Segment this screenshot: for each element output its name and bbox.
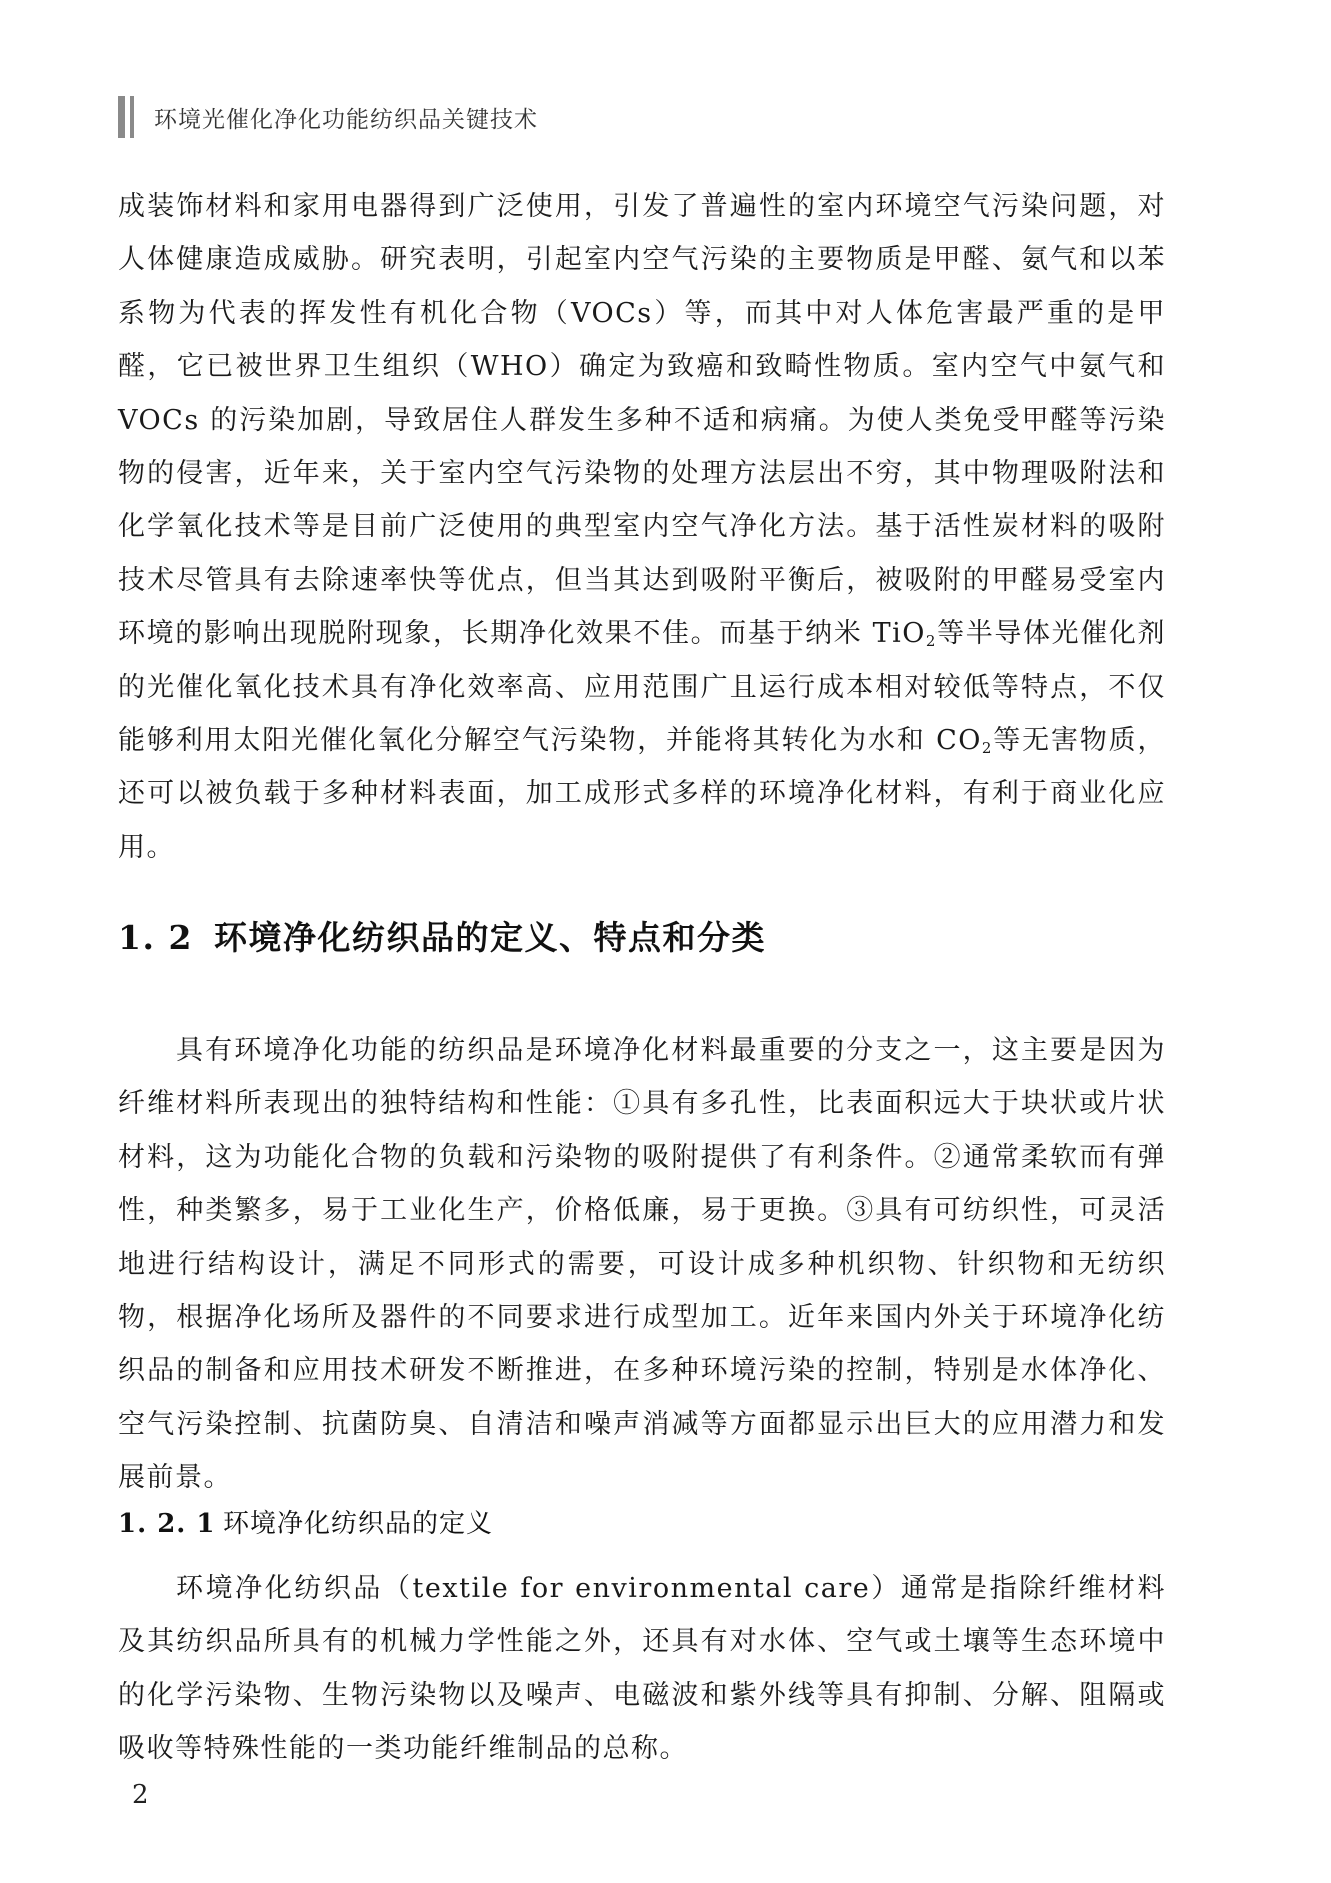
paragraph-1-part-2: 等半导体光催化剂的光催化氧化技术具有净化效率高、应用范围广且运行成本相对较低等特点，不仅能够利用太阳光催化氧化分解空气污染物，并能将其转化为水和 CO bbox=[118, 618, 1166, 757]
page-number: 2 bbox=[132, 1780, 149, 1810]
section-title: 环境净化纺织品的定义、特点和分类 bbox=[214, 918, 766, 957]
running-head-bars bbox=[118, 96, 134, 138]
paragraph-1-part-3: 等无害物质，还可以被负载于多种材料表面，加工成形式多样的环境净化材料，有利于商业化应用。 bbox=[118, 725, 1166, 863]
subsection-title: 环境净化纺织品的定义 bbox=[223, 1509, 494, 1539]
paragraph-2: 具有环境净化功能的纺织品是环境净化材料最重要的分支之一，这主要是因为纤维材料所表现出的独特结构和性能：①具有多孔性，比表面积远大于块状或片状材料，这为功能化合物的负载和污染物的吸附提供了有利条件。②通常柔软而有弹性，种类繁多，易于工业化生产，价格低廉，易于更换。③具有可纺织性，可灵活地进行结构设计，满足不同形式的需要，可设计成多种机织物、针织物和无纺织物，根据净化场所及器件的不同要求进行成型加工。近年来国内外关于环境净化纺织品的制备和应用技术研发不断推进，在多种环境污染的控制，特别是水体净化、空气污染控制、抗菌防臭、自清洁和噪声消减等方面都显示出巨大的应用潜力和发展前景。 bbox=[118, 1035, 1166, 1494]
section-number: 1. 2 bbox=[118, 918, 193, 957]
section-heading-1-2 bbox=[118, 912, 766, 959]
running-head-title: 环境光催化净化功能纺织品关键技术 bbox=[154, 106, 538, 133]
body-block-3 bbox=[118, 1562, 1166, 1776]
subsection-number: 1. 2. 1 bbox=[118, 1509, 216, 1539]
subscript-co2: 2 bbox=[981, 739, 993, 758]
body-block-2 bbox=[118, 1024, 1166, 1505]
subsection-heading-1-2-1 bbox=[118, 1503, 493, 1540]
running-head bbox=[118, 96, 538, 138]
subscript-tio2: 2 bbox=[925, 632, 937, 651]
paragraph-1 bbox=[118, 180, 1166, 874]
paragraph-3: 环境净化纺织品（textile for environmental care）通常是指除纤维材料及其纺织品所具有的机械力学性能之外，还具有对水体、空气或土壤等生态环境中的化学污染物、生物污染物以及噪声、电磁波和紫外线等具有抑制、分解、阻隔或吸收等特殊性能的一类功能纤维制品的总称。 bbox=[118, 1573, 1166, 1765]
paragraph-1-part-1: 成装饰材料和家用电器得到广泛使用，引发了普遍性的室内环境空气污染问题，对人体健康造成威胁。研究表明，引起室内空气污染的主要物质是甲醛、氨气和以苯系物为代表的挥发性有机化合物（VOCs）等，而其中对人体危害最严重的是甲醛，它已被世界卫生组织（WHO）确定为致癌和致畸性物质。室内空气中氨气和 VOCs 的污染加剧，导致居住人群发生多种不适和病痛。为使人类免受甲醛等污染物的侵害，近年来，关于室内空气污染物的处理方法层出不穷，其中物理吸附法和化学氧化技术等是目前广泛使用的典型室内空气净化方法。基于活性炭材料的吸附技术尽管具有去除速率快等优点，但当其达到吸附平衡后，被吸附的甲醛易受室内环境的影响出现脱附现象，长期净化效果不佳。而基于纳米 TiO bbox=[118, 191, 1166, 650]
body-block-1 bbox=[118, 180, 1166, 874]
